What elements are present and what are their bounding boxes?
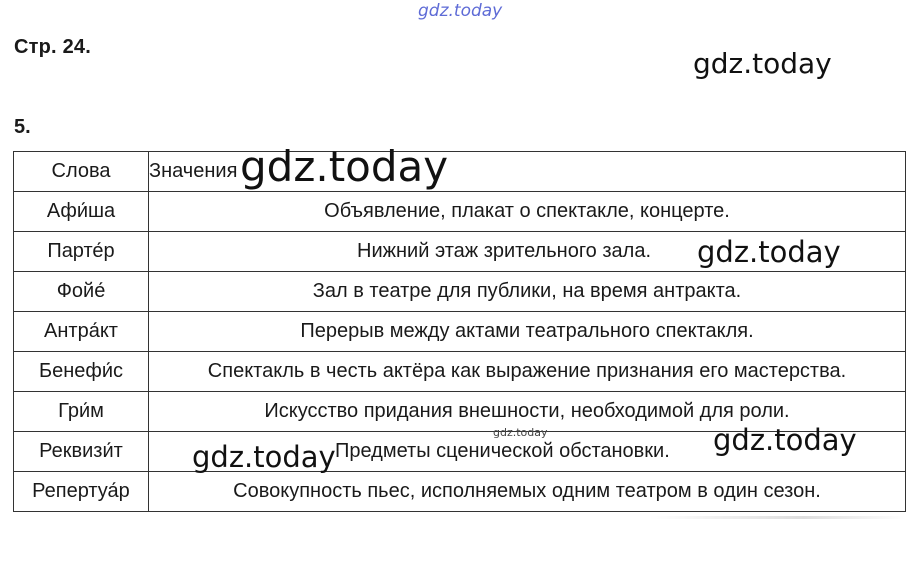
watermark-top: gdz.today [418,1,503,21]
column-header-meaning: Значения [149,152,906,192]
word-cell: Гри́м [14,392,149,432]
watermark-right-top: gdz.today [693,47,832,80]
watermark-header: gdz.today [240,142,449,191]
word-cell: Фойе́ [14,272,149,312]
watermark-small: gdz.today [493,426,548,439]
column-header-word: Слова [14,152,149,192]
meaning-cell: Предметы сценической обстановки. [149,432,906,472]
word-cell: Бенефи́с [14,352,149,392]
meaning-cell: Зал в театре для публики, на время антракта. [149,272,906,312]
bottom-edge-fade [650,516,905,519]
meaning-cell: Спектакль в честь актёра как выражение признания его мастерства. [149,352,906,392]
word-cell: Реквизи́т [14,432,149,472]
meaning-cell: Объявление, плакат о спектакле, концерте. [149,192,906,232]
word-cell: Парте́р [14,232,149,272]
meaning-cell: Совокупность пьес, исполняемых одним театром в один сезон. [149,472,906,512]
table-row [14,472,906,512]
meaning-cell: Искусство придания внешности, необходимой для роли. [149,392,906,432]
meaning-cell: Нижний этаж зрительного зала. [149,232,906,272]
word-cell: Репертуа́р [14,472,149,512]
watermark-row7-right: gdz.today [713,423,857,457]
table-row [14,192,906,232]
page-title: Стр. 24. [14,36,91,58]
vocabulary-table [13,151,906,512]
watermark-row7-left: gdz.today [192,440,336,474]
table-row [14,352,906,392]
exercise-number: 5. [14,116,31,138]
word-cell: Афи́ша [14,192,149,232]
table-row [14,312,906,352]
word-cell: Антра́кт [14,312,149,352]
watermark-row2: gdz.today [697,235,841,269]
table-header-row [14,152,906,192]
meaning-cell: Перерыв между актами театрального спектакля. [149,312,906,352]
table-row [14,272,906,312]
